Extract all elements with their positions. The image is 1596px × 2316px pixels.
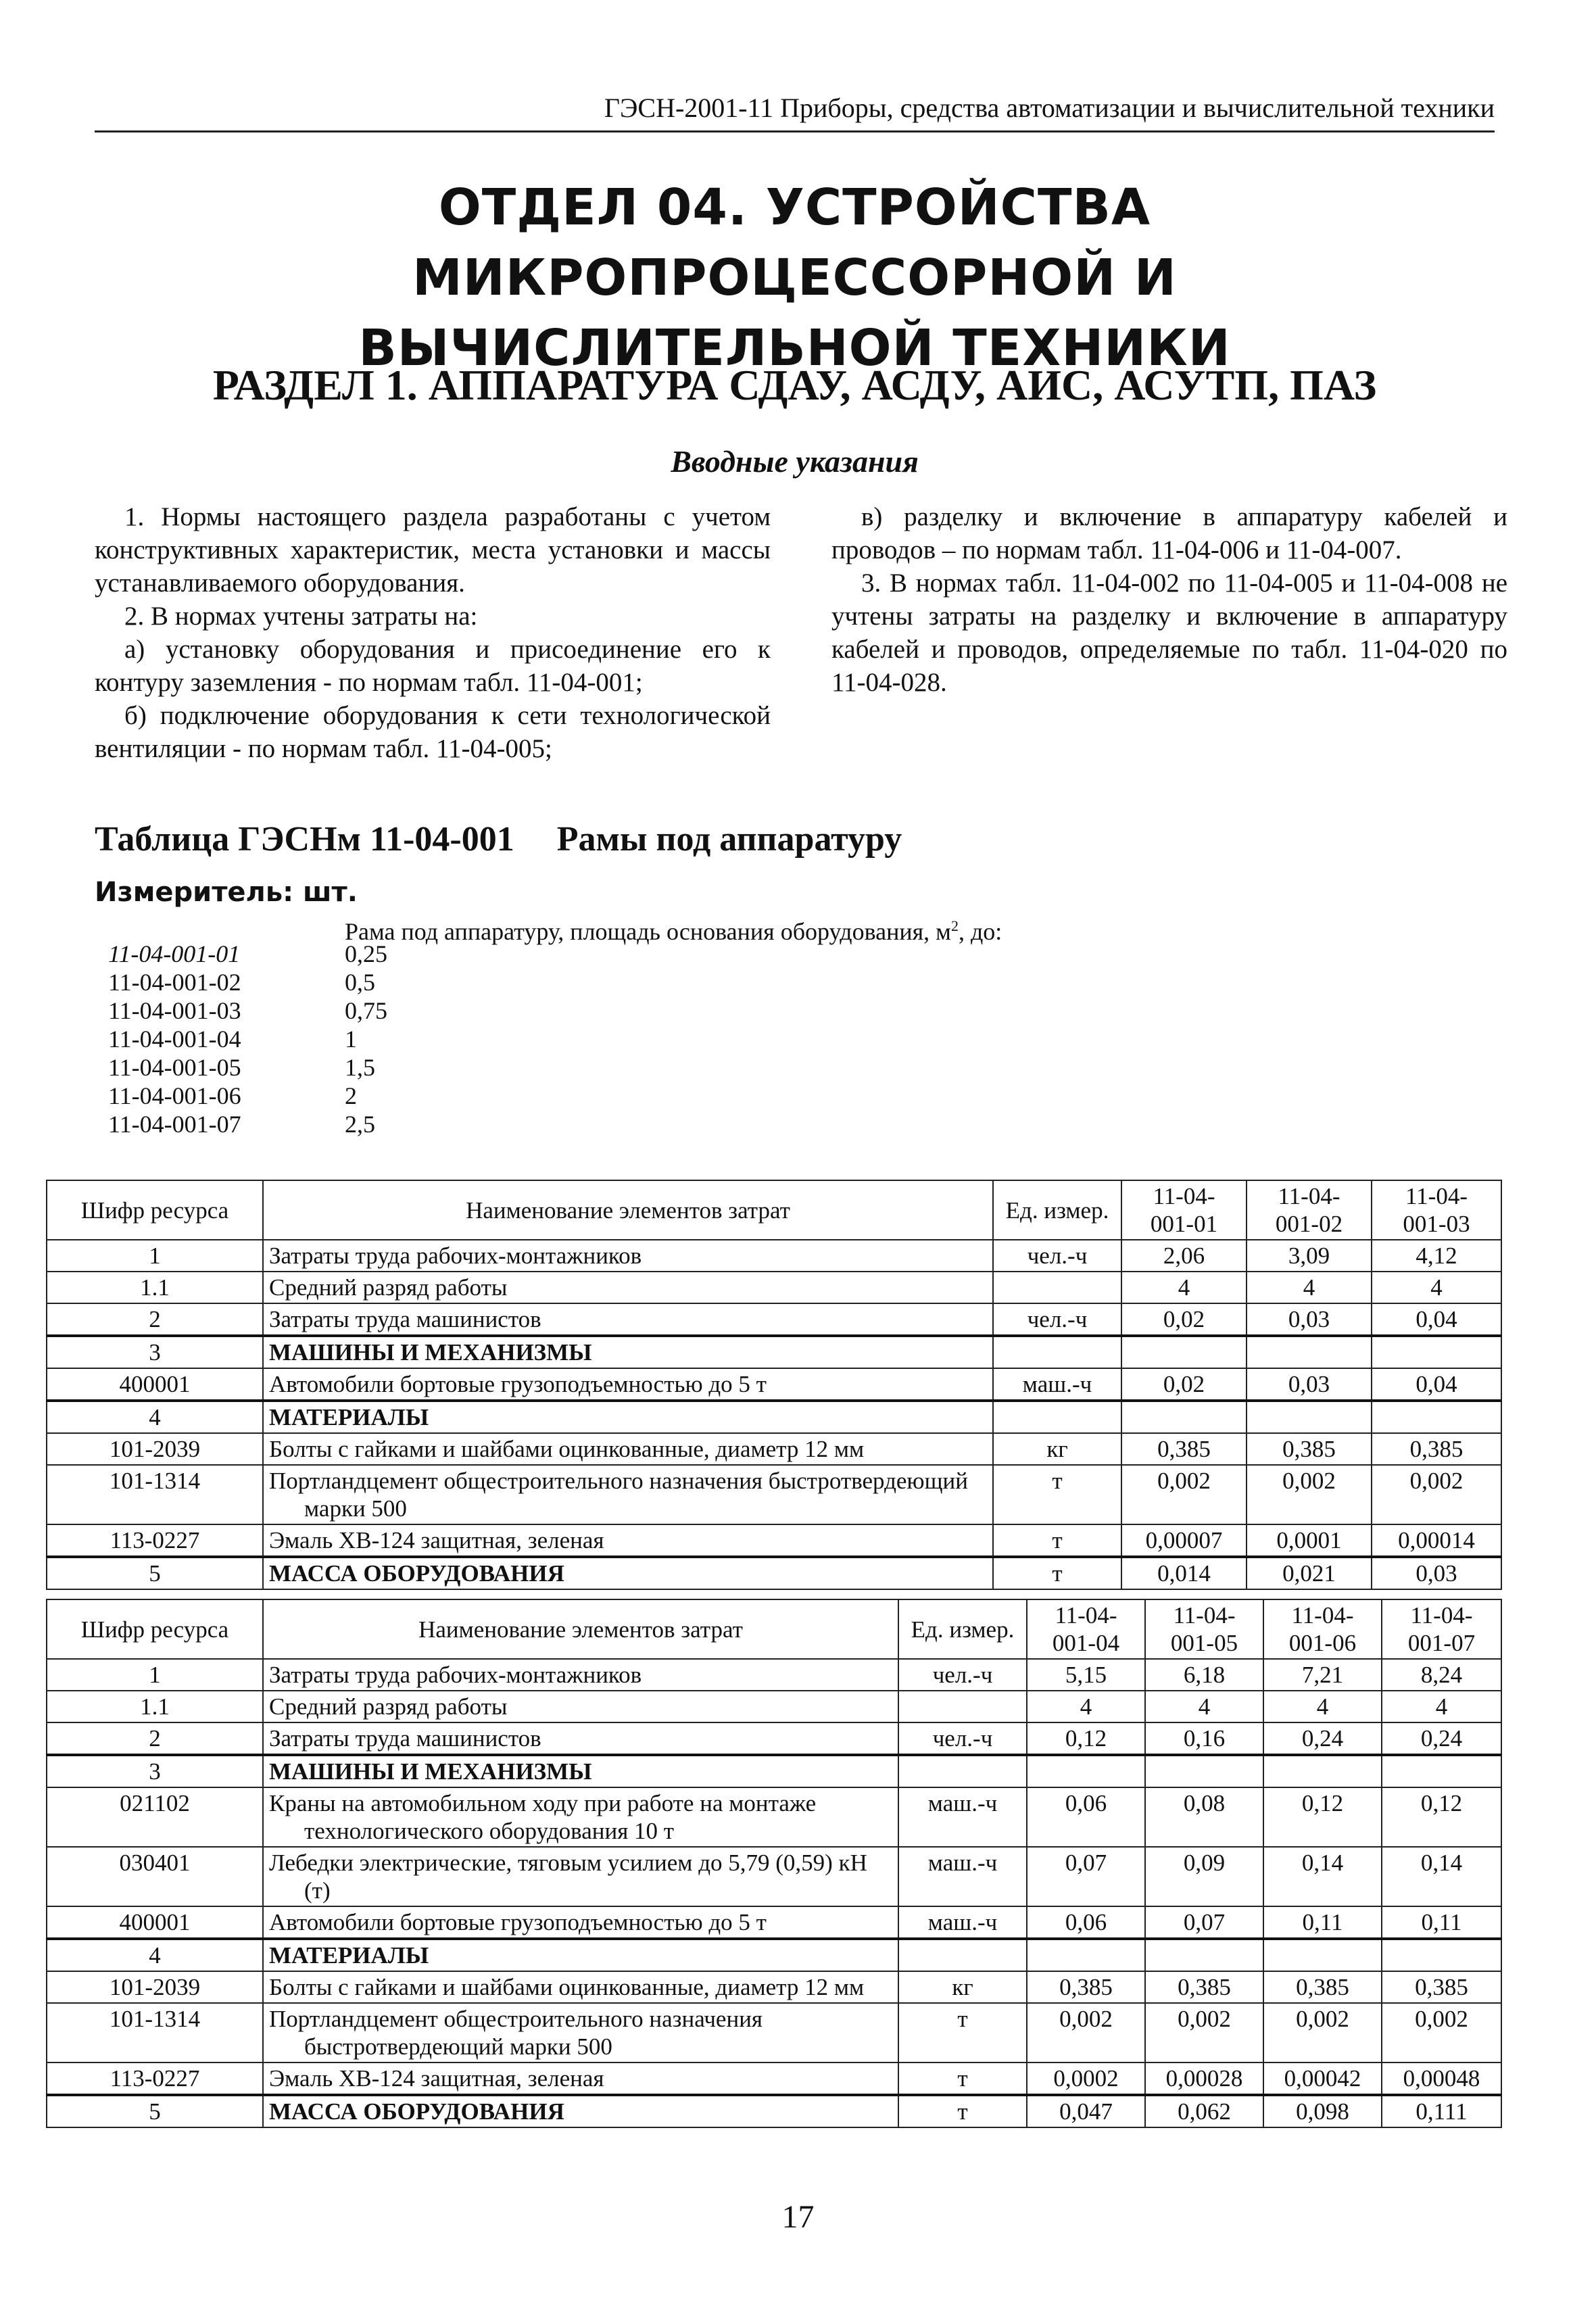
code-list-value: 2 — [345, 1082, 357, 1109]
cell-name: Лебедки электрические, тяговым усилием до 5,79 (0,59) кН (т) — [263, 1847, 898, 1906]
cell-value: 0,0002 — [1027, 2062, 1145, 2095]
cell-value: 0,11 — [1263, 1906, 1382, 1939]
cell-name: Затраты труда машинистов — [263, 1722, 898, 1755]
cell-value — [1263, 1939, 1382, 1971]
cell-value: 4 — [1372, 1272, 1501, 1303]
cell-value: 0,002 — [1027, 2003, 1145, 2062]
cell-value — [1263, 1755, 1382, 1787]
cell-unit: т — [993, 1524, 1121, 1557]
cell-value: 0,021 — [1247, 1557, 1372, 1589]
header-column-part: 11-04- — [1153, 1183, 1215, 1209]
header-column-2 — [1145, 1599, 1263, 1659]
cell-unit: чел.-ч — [898, 1722, 1027, 1755]
cell-value — [1145, 1939, 1263, 1971]
header-resource-code: Шифр ресурса — [47, 1599, 263, 1659]
cell-name: МАШИНЫ И МЕХАНИЗМЫ — [263, 1336, 993, 1368]
cell-value — [1121, 1401, 1247, 1433]
cell-value: 0,03 — [1372, 1557, 1501, 1589]
intro-paragraph: б) подключение оборудования к сети технологической вентиляции - по нормам табл. 11-04-005; — [95, 701, 771, 763]
header-column-part: 11-04- — [1410, 1602, 1473, 1629]
cell-value — [1382, 1755, 1501, 1787]
table-header-row — [47, 1180, 1501, 1240]
cell-resource-code: 101-1314 — [47, 1465, 263, 1524]
cell-value: 0,12 — [1263, 1787, 1382, 1847]
cell-name: Болты с гайками и шайбами оцинкованные, диаметр 12 мм — [263, 1971, 898, 2003]
cell-value: 0,385 — [1263, 1971, 1382, 2003]
intro-paragraph: 2. В нормах учтены затраты на: — [124, 602, 478, 631]
cell-resource-code: 2 — [47, 1722, 263, 1755]
cell-resource-code: 5 — [47, 2095, 263, 2127]
header-column-2 — [1247, 1180, 1372, 1240]
cell-resource-code: 3 — [47, 1755, 263, 1787]
page-number: 17 — [781, 2199, 815, 2235]
cell-value: 0,047 — [1027, 2095, 1145, 2127]
table-row — [47, 2062, 1501, 2095]
cell-value: 0,06 — [1027, 1906, 1145, 1939]
cell-name: МАТЕРИАЛЫ — [263, 1939, 898, 1971]
cell-resource-code: 101-2039 — [47, 1971, 263, 2003]
intro-paragraph: в) разделку и включение в аппаратуру кабелей и проводов – по нормам табл. 11-04-006 и 11-04-007. — [831, 502, 1507, 564]
range-description — [345, 911, 1002, 946]
range-description-text: Рама под аппаратуру, площадь основания оборудования, м — [345, 918, 951, 945]
header-column-part: 001-01 — [1150, 1211, 1218, 1237]
code-list-code: 11-04-001-03 — [108, 997, 241, 1024]
cell-name: Портландцемент общестроительного назначения быстротвердеющий марки 500 — [263, 2003, 898, 2062]
header-column-part: 11-04- — [1405, 1183, 1468, 1209]
cell-value: 0,02 — [1121, 1303, 1247, 1336]
cell-resource-code: 113-0227 — [47, 1524, 263, 1557]
cell-value: 4 — [1121, 1272, 1247, 1303]
cell-name: Автомобили бортовые грузоподъемностью до 5 т — [263, 1906, 898, 1939]
cell-unit — [993, 1272, 1121, 1303]
header-column-4 — [1382, 1599, 1501, 1659]
header-column-3 — [1263, 1599, 1382, 1659]
cell-unit: маш.-ч — [898, 1847, 1027, 1906]
cell-resource-code: 400001 — [47, 1906, 263, 1939]
cell-name: Автомобили бортовые грузоподъемностью до 5 т — [263, 1368, 993, 1401]
code-list-item — [108, 1025, 387, 1053]
cell-value: 0,385 — [1027, 1971, 1145, 2003]
cell-value: 2,06 — [1121, 1240, 1247, 1272]
cell-unit: т — [898, 2095, 1027, 2127]
cell-unit: кг — [993, 1433, 1121, 1465]
code-list-item — [108, 1082, 387, 1110]
header-column-part: 001-03 — [1403, 1211, 1470, 1237]
header-column-part: 001-07 — [1407, 1630, 1476, 1656]
cell-name: МАССА ОБОРУДОВАНИЯ — [263, 2095, 898, 2127]
code-list-item — [108, 968, 387, 996]
cell-unit: кг — [898, 1971, 1027, 2003]
table-row — [47, 1691, 1501, 1722]
cell-name: Средний разряд работы — [263, 1691, 898, 1722]
cell-unit: чел.-ч — [993, 1303, 1121, 1336]
cell-unit — [993, 1336, 1121, 1368]
cell-name: Затраты труда рабочих-монтажников — [263, 1659, 898, 1691]
cell-value — [1382, 1939, 1501, 1971]
cell-value: 0,09 — [1145, 1847, 1263, 1906]
cell-value — [1247, 1336, 1372, 1368]
cell-unit — [898, 1939, 1027, 1971]
cell-value — [1247, 1401, 1372, 1433]
cell-value: 0,08 — [1145, 1787, 1263, 1847]
cell-value: 0,04 — [1372, 1368, 1501, 1401]
cell-value: 0,00014 — [1372, 1524, 1501, 1557]
table-row — [47, 1240, 1501, 1272]
code-list-value: 2,5 — [345, 1111, 375, 1138]
code-list-code: 11-04-001-02 — [108, 969, 241, 996]
cell-unit: т — [993, 1465, 1121, 1524]
cell-value: 0,07 — [1145, 1906, 1263, 1939]
header-column-1 — [1121, 1180, 1247, 1240]
cell-value: 0,14 — [1382, 1847, 1501, 1906]
cell-unit: т — [898, 2062, 1027, 2095]
cell-value: 0,385 — [1145, 1971, 1263, 2003]
department-title — [95, 172, 1495, 383]
table-caption-code: Таблица ГЭСНм 11-04-001 — [95, 820, 514, 859]
header-column-part: 11-04- — [1173, 1602, 1236, 1629]
cell-unit: маш.-ч — [993, 1368, 1121, 1401]
cell-resource-code: 400001 — [47, 1368, 263, 1401]
cell-resource-code: 1.1 — [47, 1272, 263, 1303]
header-unit: Ед. измер. — [898, 1599, 1027, 1659]
cell-unit — [898, 1691, 1027, 1722]
cell-value: 0,06 — [1027, 1787, 1145, 1847]
code-list-value: 0,25 — [345, 940, 387, 967]
cell-value: 0,111 — [1382, 2095, 1501, 2127]
code-list-code: 11-04-001-06 — [108, 1082, 241, 1109]
cell-unit — [993, 1401, 1121, 1433]
table-row — [47, 1336, 1501, 1368]
cell-value: 8,24 — [1382, 1659, 1501, 1691]
cell-value: 0,062 — [1145, 2095, 1263, 2127]
cell-value: 6,18 — [1145, 1659, 1263, 1691]
cell-value: 4 — [1027, 1691, 1145, 1722]
cell-value: 4 — [1145, 1691, 1263, 1722]
cell-resource-code: 1 — [47, 1659, 263, 1691]
intro-right-column — [831, 500, 1507, 699]
cell-resource-code: 1 — [47, 1240, 263, 1272]
cell-value: 0,385 — [1382, 1971, 1501, 2003]
table-row — [47, 1465, 1501, 1524]
code-list — [108, 940, 387, 1138]
table-row — [47, 1847, 1501, 1906]
cell-value: 0,00048 — [1382, 2062, 1501, 2095]
table-row — [47, 1303, 1501, 1336]
department-title-line-1: ОТДЕЛ 04. УСТРОЙСТВА МИКРОПРОЦЕССОРНОЙ И — [412, 178, 1177, 307]
cell-name: МАССА ОБОРУДОВАНИЯ — [263, 1557, 993, 1589]
cell-value: 0,385 — [1372, 1433, 1501, 1465]
cell-value — [1372, 1401, 1501, 1433]
cell-value: 0,00028 — [1145, 2062, 1263, 2095]
cell-value: 0,12 — [1027, 1722, 1145, 1755]
header-column-3 — [1372, 1180, 1501, 1240]
resource-table-2 — [46, 1599, 1502, 2128]
cell-unit: чел.-ч — [993, 1240, 1121, 1272]
code-list-code: 11-04-001-04 — [108, 1026, 241, 1053]
cell-unit: чел.-ч — [898, 1659, 1027, 1691]
table-caption — [95, 818, 902, 861]
cell-name: Портландцемент общестроительного назначения быстротвердеющий марки 500 — [263, 1465, 993, 1524]
cell-value: 0,002 — [1121, 1465, 1247, 1524]
header-name: Наименование элементов затрат — [263, 1599, 898, 1659]
cell-value: 0,385 — [1247, 1433, 1372, 1465]
intro-left-column — [95, 500, 771, 765]
cell-value: 0,385 — [1121, 1433, 1247, 1465]
cell-resource-code: 101-1314 — [47, 2003, 263, 2062]
cell-value: 0,04 — [1372, 1303, 1501, 1336]
cell-resource-code: 030401 — [47, 1847, 263, 1906]
header-column-part: 001-04 — [1052, 1630, 1120, 1656]
cell-unit: маш.-ч — [898, 1906, 1027, 1939]
header-column-part: 11-04- — [1278, 1183, 1340, 1209]
table-row — [47, 1557, 1501, 1589]
meter-unit: Измеритель: шт. — [95, 877, 358, 908]
intro-paragraph: 1. Нормы настоящего раздела разработаны с учетом конструктивных характеристик, места установки и массы устанавливаемого оборудования. — [95, 502, 771, 598]
table-header-row — [47, 1599, 1501, 1659]
cell-name: Болты с гайками и шайбами оцинкованные, диаметр 12 мм — [263, 1433, 993, 1465]
table-row — [47, 2003, 1501, 2062]
resource-table-1 — [46, 1180, 1502, 1590]
table-row — [47, 1722, 1501, 1755]
cell-resource-code: 1.1 — [47, 1691, 263, 1722]
code-list-value: 0,5 — [345, 969, 375, 996]
cell-value: 4 — [1263, 1691, 1382, 1722]
cell-value: 4 — [1247, 1272, 1372, 1303]
cell-value: 4,12 — [1372, 1240, 1501, 1272]
table-row — [47, 1659, 1501, 1691]
table-row — [47, 1433, 1501, 1465]
cell-name: МАШИНЫ И МЕХАНИЗМЫ — [263, 1755, 898, 1787]
table-row — [47, 1906, 1501, 1939]
cell-name: Средний разряд работы — [263, 1272, 993, 1303]
cell-unit: т — [993, 1557, 1121, 1589]
cell-resource-code: 021102 — [47, 1787, 263, 1847]
cell-value: 4 — [1382, 1691, 1501, 1722]
header-resource-code: Шифр ресурса — [47, 1180, 263, 1240]
range-suffix: , до: — [958, 918, 1002, 945]
header-column-1 — [1027, 1599, 1145, 1659]
cell-value: 0,24 — [1263, 1722, 1382, 1755]
header-column-part: 11-04- — [1291, 1602, 1354, 1629]
header-unit: Ед. измер. — [993, 1180, 1121, 1240]
cell-value: 0,002 — [1382, 2003, 1501, 2062]
code-list-item — [108, 1110, 387, 1138]
section-title: РАЗДЕЛ 1. АППАРАТУРА СДАУ, АСДУ, АИС, АСУТП, ПАЗ — [212, 361, 1377, 409]
cell-name: Эмаль ХВ-124 защитная, зеленая — [263, 2062, 898, 2095]
range-superscript: 2 — [950, 917, 959, 934]
code-list-item — [108, 1053, 387, 1082]
cell-name: Эмаль ХВ-124 защитная, зеленая — [263, 1524, 993, 1557]
cell-value — [1027, 1939, 1145, 1971]
cell-value: 0,16 — [1145, 1722, 1263, 1755]
header-column-part: 001-05 — [1170, 1630, 1238, 1656]
table-row — [47, 1939, 1501, 1971]
cell-value: 0,002 — [1145, 2003, 1263, 2062]
table-row — [47, 1524, 1501, 1557]
cell-unit: маш.-ч — [898, 1787, 1027, 1847]
cell-value: 0,03 — [1247, 1303, 1372, 1336]
cell-resource-code: 101-2039 — [47, 1433, 263, 1465]
cell-value: 5,15 — [1027, 1659, 1145, 1691]
cell-value: 0,00042 — [1263, 2062, 1382, 2095]
code-list-code: 11-04-001-05 — [108, 1054, 241, 1081]
code-list-code: 11-04-001-07 — [108, 1111, 241, 1138]
cell-unit — [898, 1755, 1027, 1787]
cell-resource-code: 5 — [47, 1557, 263, 1589]
cell-value: 0,002 — [1263, 2003, 1382, 2062]
cell-value: 0,07 — [1027, 1847, 1145, 1906]
cell-unit: т — [898, 2003, 1027, 2062]
cell-value: 0,03 — [1247, 1368, 1372, 1401]
cell-name: МАТЕРИАЛЫ — [263, 1401, 993, 1433]
cell-resource-code: 4 — [47, 1401, 263, 1433]
cell-value — [1372, 1336, 1501, 1368]
cell-value: 0,02 — [1121, 1368, 1247, 1401]
cell-value — [1027, 1755, 1145, 1787]
cell-resource-code: 3 — [47, 1336, 263, 1368]
cell-value: 0,014 — [1121, 1557, 1247, 1589]
cell-resource-code: 113-0227 — [47, 2062, 263, 2095]
table-row — [47, 1272, 1501, 1303]
running-header: ГЭСН-2001-11 Приборы, средства автоматизации и вычислительной техники — [95, 91, 1495, 132]
table-caption-title: Рамы под аппаратуру — [556, 820, 902, 859]
header-column-part: 001-06 — [1288, 1630, 1357, 1656]
table-row — [47, 1401, 1501, 1433]
cell-value: 0,11 — [1382, 1906, 1501, 1939]
cell-value: 0,24 — [1382, 1722, 1501, 1755]
cell-value: 0,00007 — [1121, 1524, 1247, 1557]
header-name: Наименование элементов затрат — [263, 1180, 993, 1240]
table-row — [47, 1755, 1501, 1787]
cell-value — [1145, 1755, 1263, 1787]
intro-paragraph: а) установку оборудования и присоединение его к контуру заземления - по нормам табл. 11-04-001; — [95, 635, 771, 697]
cell-name: Затраты труда машинистов — [263, 1303, 993, 1336]
intro-paragraph: 3. В нормах табл. 11-04-002 по 11-04-005 и 11-04-008 не учтены затраты на разделку и включение в аппаратуру кабелей и проводов, определяемые по табл. 11-04-020 по 11-04-028. — [831, 569, 1507, 697]
code-list-value: 1 — [345, 1026, 357, 1053]
cell-value: 0,14 — [1263, 1847, 1382, 1906]
table-row — [47, 1787, 1501, 1847]
cell-value: 0,002 — [1372, 1465, 1501, 1524]
code-list-value: 0,75 — [345, 997, 387, 1024]
table-row — [47, 2095, 1501, 2127]
intro-heading: Вводные указания — [671, 444, 919, 479]
cell-resource-code: 2 — [47, 1303, 263, 1336]
cell-name: Краны на автомобильном ходу при работе на монтаже технологического оборудования 10 т — [263, 1787, 898, 1847]
cell-name: Затраты труда рабочих-монтажников — [263, 1240, 993, 1272]
cell-value: 0,0001 — [1247, 1524, 1372, 1557]
cell-value — [1121, 1336, 1247, 1368]
code-list-value: 1,5 — [345, 1054, 375, 1081]
code-list-item — [108, 996, 387, 1025]
cell-value: 0,002 — [1247, 1465, 1372, 1524]
cell-value: 3,09 — [1247, 1240, 1372, 1272]
code-list-item — [108, 940, 387, 968]
table-row — [47, 1368, 1501, 1401]
department-title-line-2: ВЫЧИСЛИТЕЛЬНОЙ ТЕХНИКИ — [358, 319, 1231, 377]
header-column-part: 001-02 — [1275, 1211, 1343, 1237]
cell-resource-code: 4 — [47, 1939, 263, 1971]
cell-value: 0,098 — [1263, 2095, 1382, 2127]
cell-value: 7,21 — [1263, 1659, 1382, 1691]
header-column-part: 11-04- — [1055, 1602, 1117, 1629]
code-list-code: 11-04-001-01 — [108, 940, 241, 967]
table-row — [47, 1971, 1501, 2003]
cell-value: 0,12 — [1382, 1787, 1501, 1847]
